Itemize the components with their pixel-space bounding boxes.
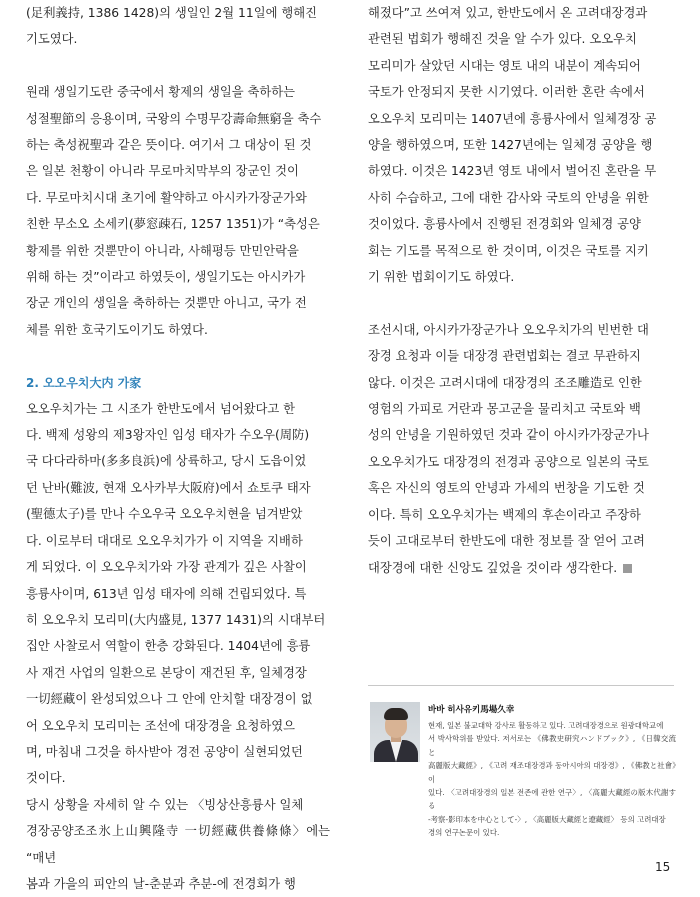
paragraph: 당시 상황을 자세히 알 수 있는 〈빙상산흥륭사 일체 경장공양조조氷上山興隆寺 一切經藏供養條條〉에는 “매년 봄과 가을의 피안의 날-춘분과 추분-에 전경회가 행 xyxy=(26,797,330,891)
right-column xyxy=(368,0,674,581)
left-column xyxy=(26,0,330,897)
paragraph: (足利義持, 1386 1428)의 생일인 2월 11일에 행해진 기도였다. xyxy=(26,6,317,47)
paragraph-text: 조선시대, 아시카가장군가나 오오우치가의 빈번한 대 장경 요청과 이들 대장경 관련법회는 결코 무관하지 않다. 이것은 고려시대에 대장경의 조조雕造로 인한 영험의 가피로 거란과 몽고군을 물리치고 국토와 백 성의 안녕을 기원하였던 것과 같이 아시카가장군가나 오오우치가도 대장경의 전경과 공양으로 일본의 국토 혹은 자신의 영토의 안녕과 가세의 번창을 기도한 것 이다. 특히 오오우치가는 백제의 후손이라고 주장하 듯이 고대로부터 한반도에 대한 정보를 잘 얻어 고려 대장경에 대한 신앙도 깊었을 것이라 생각한다. xyxy=(368,322,649,575)
end-mark-icon xyxy=(623,564,632,573)
author-photo xyxy=(370,702,420,762)
paragraph: 해졌다”고 쓰여져 있고, 한반도에서 온 고려대장경과 관련된 법회가 행해진 것을 알 수가 있다. 오오우치 모리미가 살았던 시대는 영토 내의 내분이 계속되어 국토가 안정되지 못한 시기였다. 이러한 혼란 속에서 오오우치 모리미는 1407년에 흥륭사에서 일체경장 공 양을 행하였으며, 또한 1427년에는 일체경 공양을 행 하였다. 이것은 1423년 영토 내에서 벌어진 혼란을 무 사히 수습하고, 그에 대한 감사와 국토의 안녕을 위한 것이었다. 흥륭사에서 진행된 전경회와 일체경 공양 회는 기도를 목적으로 한 것이며, 이것은 국토를 지키 기 위한 법회이기도 하였다. xyxy=(368,6,657,285)
author-name: 바바 히사유키馬場久幸 xyxy=(428,705,515,715)
author-divider xyxy=(368,685,674,686)
author-bio: 현재, 일본 불교대학 강사로 활동하고 있다. 고려대장경으로 원광대학교에 서 박사학위를 받았다. 저서로는 《佛教史研究ハンドブック》, 《日韓交流と 高麗版大藏經》, 《고려 재조대장경과 동아시아의 대장경》, 《佛教と社會》이 있다. 〈고려대장경의 일본 전존에 관한 연구〉, 〈高麗大藏經の版木代謝する -考察-影印本を中心として-〉, 〈高麗版大藏經と遼藏經〉 등의 고려대장 경의 연구논문이 있다. xyxy=(428,721,676,838)
section-heading: 2. 오오우치大内 가家 xyxy=(26,375,142,390)
page-number: 15 xyxy=(655,860,671,874)
paragraph: 원래 생일기도란 중국에서 황제의 생일을 축하하는 성절聖節의 응용이며, 국왕의 수명무강壽命無窮을 축수 하는 축성祝聖과 같은 뜻이다. 여기서 그 대상이 된 것 은 일본 천황이 아니라 무로마치막부의 장군인 것이 다. 무로마치시대 초기에 활약하고 아시카가장군가와 친한 무소오 소세키(夢窓疎石, 1257 1351)가 “축성은 황제를 위한 것뿐만이 아니라, 사해평등 만민안락을 위해 하는 것”이라고 하였듯이, 생일기도는 아시카가 장군 개인의 생일을 축하하는 것뿐만 아니고, 국가 전 체를 위한 호국기도이기도 하였다. xyxy=(26,85,322,337)
paragraph-last xyxy=(368,317,674,581)
author-profile xyxy=(428,703,676,840)
paragraph: 오오우치가는 그 시조가 한반도에서 넘어왔다고 한 다. 백제 성왕의 제3왕자인 임성 태자가 수오우(周防) 국 다다라하마(多多良浜)에 상륙하고, 당시 도읍이었 던 난바(難波, 현재 오사카부大阪府)에서 쇼토쿠 태자 (聖德太子)를 만나 수오우국 오오우치현을 넘겨받았 다. 이로부터 대대로 오오우치가가 이 지역을 지배하 게 되었다. 이 오오우치가와 가장 관계가 깊은 사찰이 흥륭사이며, 613년 임성 태자에 의해 건립되었다. 특 히 오오우치 모리미(大内盛見, 1377 1431)의 시대부터 집안 사찰로서 역할이 한층 강화된다. 1404년에 흥륭 사 재건 사업의 일환으로 본당이 재건된 후, 일체경장 一切經藏이 완성되었으나 그 안에 안치할 대장경이 없 어 오오우치 모리미는 조선에 대장경을 요청하였으 며, 마침내 그것을 하사받아 경전 공양이 실현되었던 것이다. xyxy=(26,401,326,786)
